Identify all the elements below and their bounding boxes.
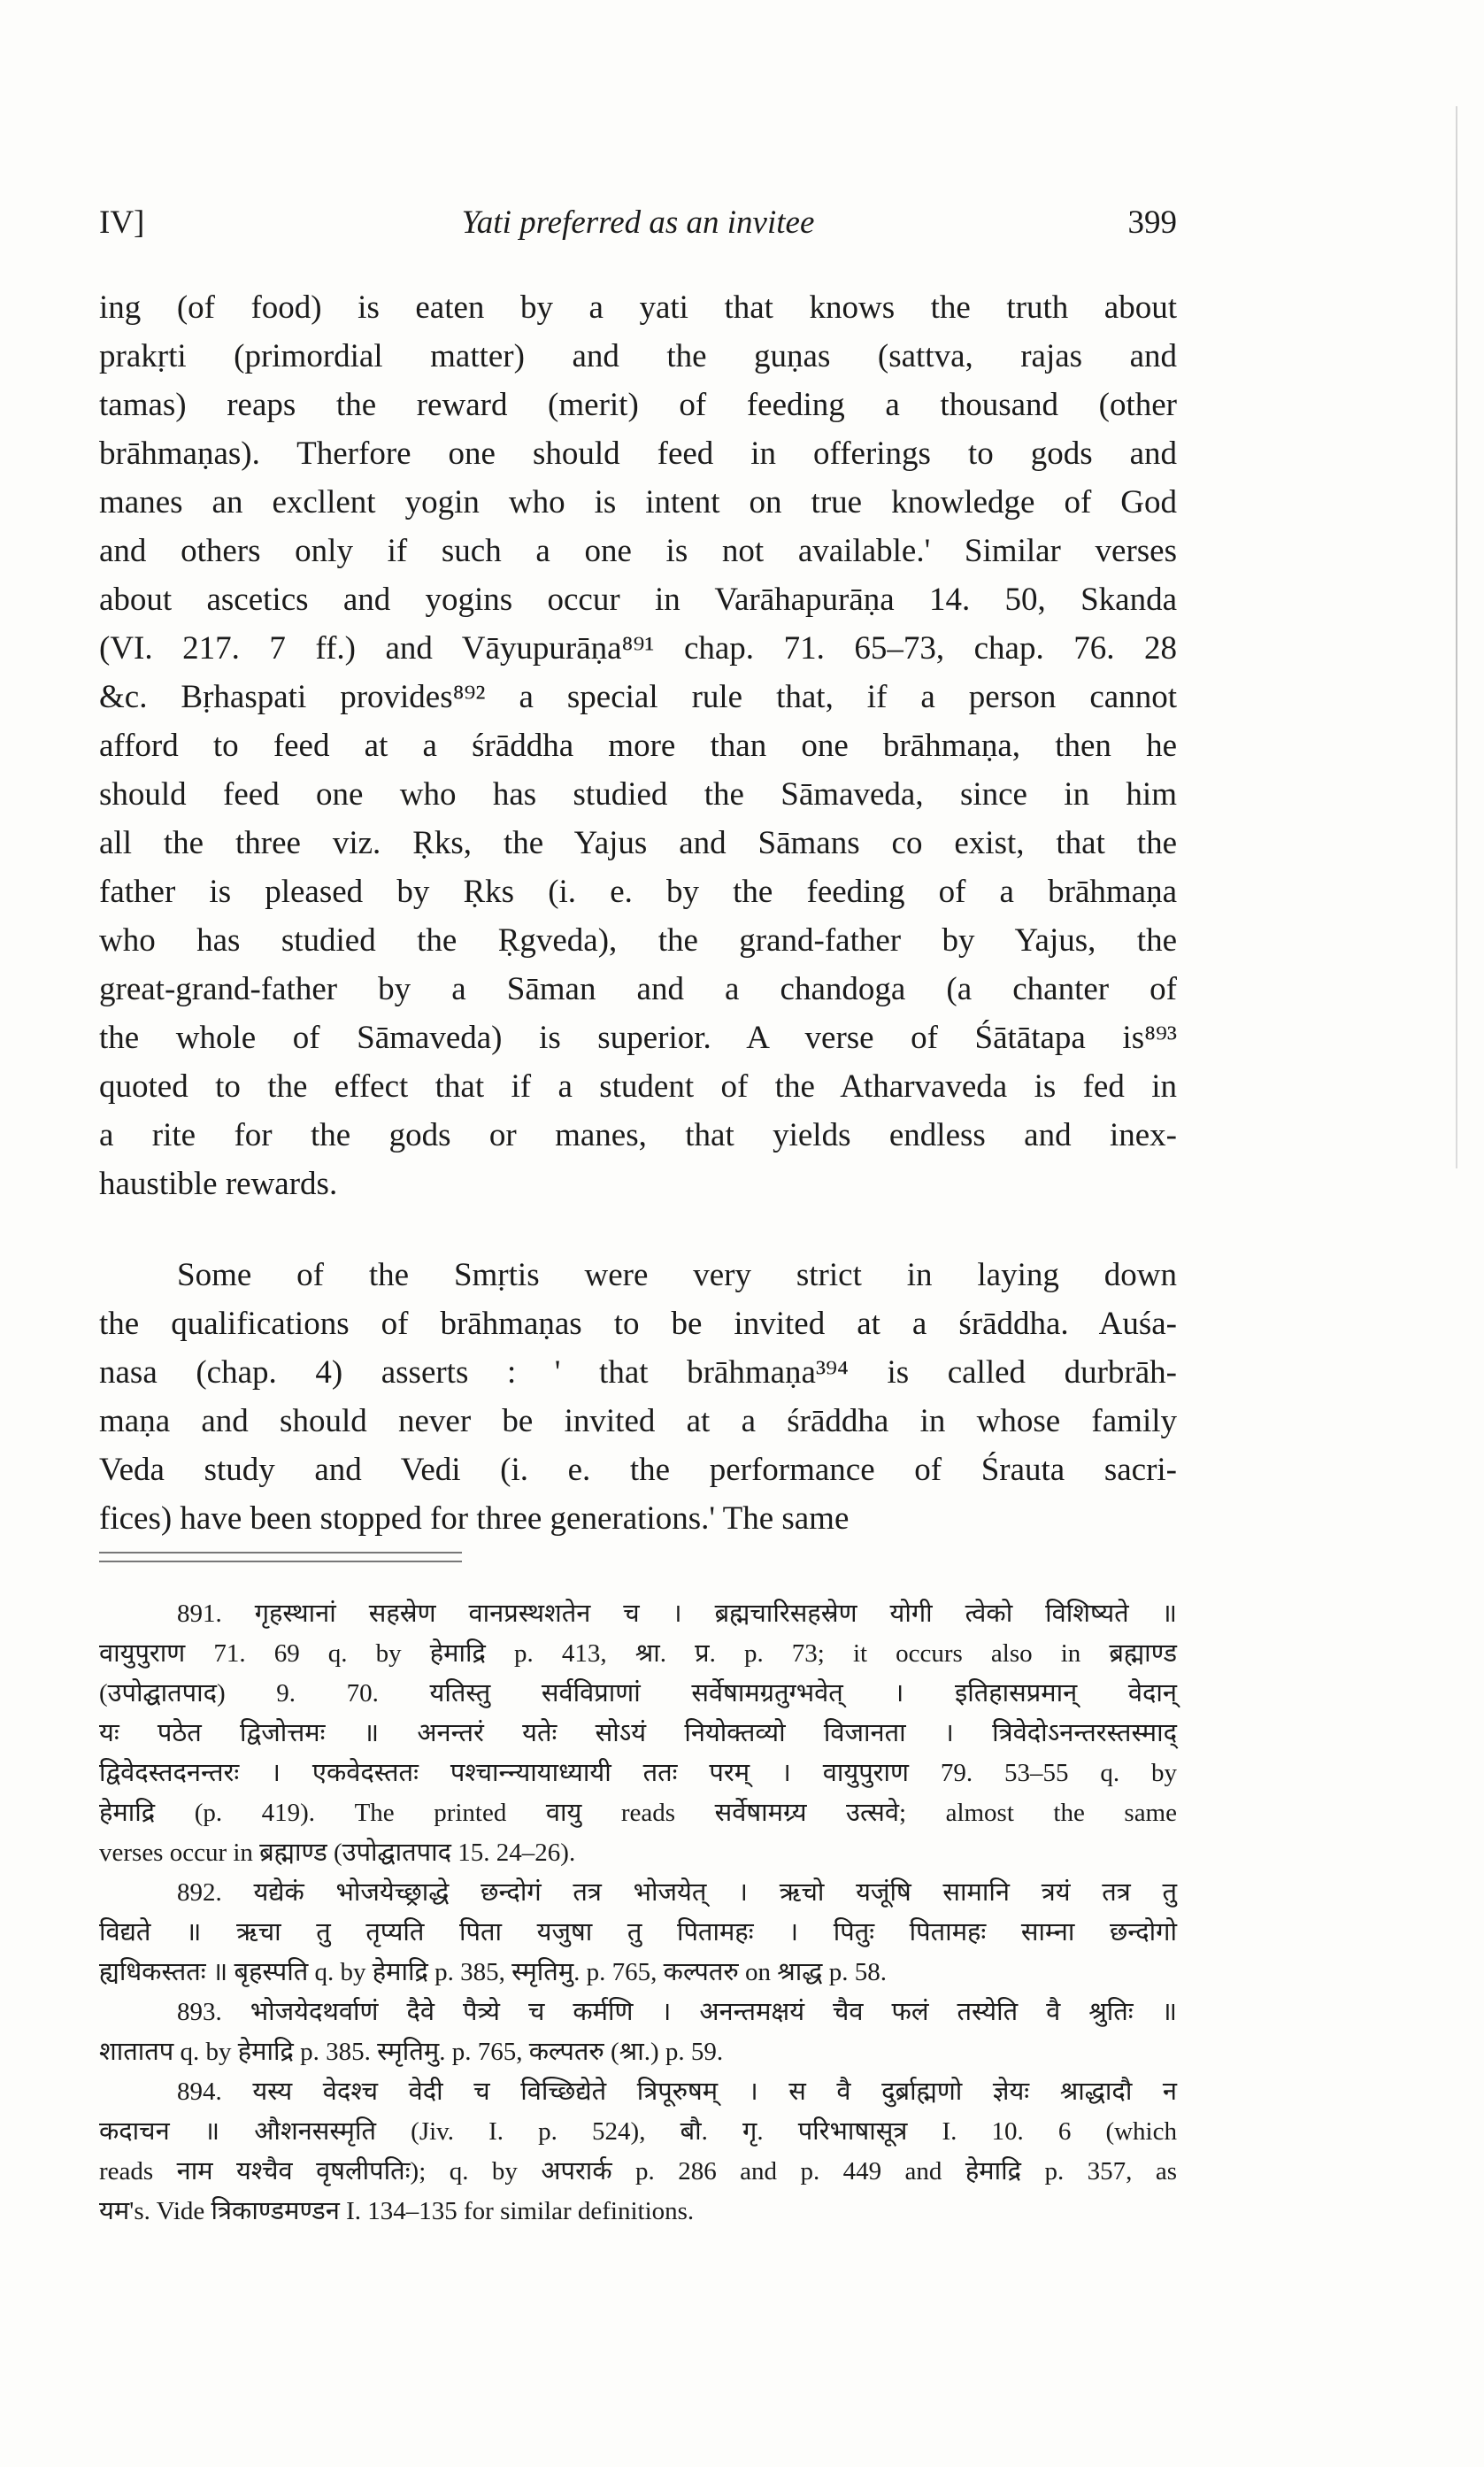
text-line: शातातप q. by हेमाद्रि p. 385. स्मृतिमु. p. 765, कल्पतरु (श्रा.) p. 59. [99,2038,724,2066]
text-line: Some of the Smṛtis were very strict in laying down [177,1257,1177,1293]
text-line: tamas) reaps the reward (merit) of feeding a thousand (other [99,387,1177,423]
body-paragraph-1 [99,283,1177,1208]
text-line: Veda study and Vedi (i. e. the performance of Śrauta sacri- [99,1452,1177,1488]
text-line: हेमाद्रि (p. 419). The printed वायु reads सर्वेषामग्र्य उत्सवे; almost the same [99,1799,1177,1827]
text-line: the whole of Sāmaveda) is superior. A verse of Śātātapa is⁸⁹³ [99,1020,1177,1056]
text-line: quoted to the effect that if a student of the Atharvaveda is fed in [99,1068,1177,1105]
text-line: a rite for the gods or manes, that yields endless and inex- [99,1117,1177,1153]
text-line: should feed one who has studied the Sāmaveda, since in him [99,776,1177,813]
text-line: (VI. 217. 7 ff.) and Vāyupurāṇa⁸⁹¹ chap. 71. 65–73, chap. 76. 28 [99,630,1177,667]
text-line: वायुपुराण 71. 69 q. by हेमाद्रि p. 413, श्रा. प्र. p. 73; it occurs also in ब्रह्माण्ड [99,1639,1177,1668]
text-line: 893. भोजयेदथर्वाणं दैवे पैत्र्ये च कर्मणि । अनन्तमक्षयं चैव फलं तस्येति वै श्रुतिः ॥ [177,1998,1177,2026]
chapter-section-marker: IV] [99,204,145,241]
text-line: great-grand-father by a Sāman and a chandoga (a chanter of [99,971,1177,1007]
text-line: द्विवेदस्तदनन्तरः । एकवेदस्ततः पश्चान्न्यायाध्यायी ततः परम् । वायुपुराण 79. 53–55 q. by [99,1759,1177,1787]
footnote-separator [99,1552,462,1562]
page-body [99,283,1177,2232]
running-title: Yati preferred as an invitee [461,204,815,241]
text-line: maṇa and should never be invited at a śrāddha in whose family [99,1403,1177,1439]
text-line: ह्यधिकस्ततः ॥ बृहस्पति q. by हेमाद्रि p. 385, स्मृतिमु. p. 765, कल्पतरु on श्राद्ध p. 58. [99,1958,887,1986]
text-line: (उपोद्घातपाद) 9. 70. यतिस्तु सर्वविप्राणां सर्वेषामग्रतुग्भवेत् । इतिहासप्रमान् वेदान् [99,1679,1177,1708]
footnotes [99,1594,1177,2232]
text-line: father is pleased by Ṛks (i. e. by the feeding of a brāhmaṇa [99,874,1177,910]
footnote-894 [99,2072,1177,2232]
text-line: brāhmaṇas). Therfore one should feed in offerings to gods and [99,436,1177,472]
text-line: reads नाम यश्चैव वृषलीपतिः); q. by अपरार्क p. 286 and p. 449 and हेमाद्रि p. 357, as [99,2157,1177,2186]
text-line: the qualifications of brāhmaṇas to be invited at a śrāddha. Auśa- [99,1306,1177,1342]
text-line: कदाचन ॥ औशनसस्मृति (Jiv. I. p. 524), बौ. गृ. परिभाषासूत्र I. 10. 6 (which [99,2117,1177,2146]
text-line: विद्यते ॥ ऋचा तु तृप्यति पिता यजुषा तु पितामहः । पितुः पितामहः साम्ना छन्दोगो [99,1918,1177,1947]
text-line: ing (of food) is eaten by a yati that knows the truth about [99,289,1177,326]
text-line: fices) have been stopped for three generations.' The same [99,1500,850,1537]
footnote-893 [99,1993,1177,2072]
text-line: nasa (chap. 4) asserts : ' that brāhmaṇa³⁹⁴ is called durbrāh- [99,1354,1177,1391]
text-line: haustible rewards. [99,1166,338,1202]
text-line: यम's. Vide त्रिकाण्डमण्डन I. 134–135 for similar definitions. [99,2197,695,2225]
text-line: manes an excllent yogin who is intent on true knowledge of God [99,484,1177,520]
text-line: &c. Bṛhaspati provides⁸⁹² a special rule that, if a person cannot [99,679,1177,715]
page-number: 399 [1127,204,1177,241]
scan-margin-shadow [1456,106,1457,1168]
text-line: about ascetics and yogins occur in Varāhapurāṇa 14. 50, Skanda [99,582,1177,618]
body-paragraph-2 [99,1251,1177,1543]
text-line: who has studied the Ṛgveda), the grand-father by Yajus, the [99,922,1177,959]
text-line: verses occur in ब्रह्माण्ड (उपोद्घातपाद 15. 24–26). [99,1839,576,1867]
running-header [99,197,1177,250]
text-line: prakṛti (primordial matter) and the guṇas (sattva, rajas and [99,338,1177,374]
text-line: afford to feed at a śrāddha more than one brāhmaṇa, then he [99,728,1177,764]
text-line: all the three viz. Ṛks, the Yajus and Sāmans co exist, that the [99,825,1177,861]
footnote-892 [99,1873,1177,1993]
text-line: यः पठेत द्विजोत्तमः ॥ अनन्तरं यतेः सोऽयं नियोक्तव्यो विजानता । त्रिवेदोऽनन्तरस्तस्माद् [99,1719,1177,1747]
text-line: 894. यस्य वेदश्च वेदी च विच्छिद्येते त्रिपूरुषम् । स वै दुर्ब्राह्मणो ज्ञेयः श्राद्धादौ न [177,2078,1177,2106]
text-line: 892. यद्येकं भोजयेच्छ्राद्धे छन्दोगं तत्र भोजयेत् । ऋचो यजूंषि सामानि त्रयं तत्र तु [177,1878,1177,1907]
text-line: and others only if such a one is not available.' Similar verses [99,533,1177,569]
text-line: 891. गृहस्थानां सहस्रेण वानप्रस्थशतेन च । ब्रह्मचारिसहस्रेण योगी त्वेको विशिष्यते ॥ [177,1600,1177,1628]
footnote-891 [99,1594,1177,1873]
